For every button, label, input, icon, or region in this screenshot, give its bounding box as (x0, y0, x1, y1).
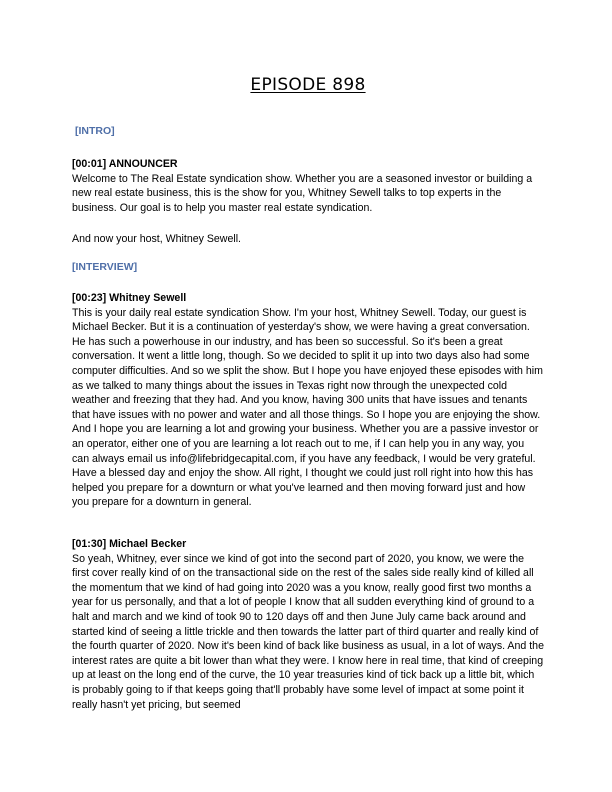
segment-text: And now your host, Whitney Sewell. (72, 233, 241, 245)
episode-title: EPISODE 898 (250, 75, 366, 95)
segment-text: Welcome to The Real Estate syndication show. Whether you are a seasoned investor or building a new real estate business, this is the show for you, Whitney Sewell talks to top experts in the business. Our goal is to help you master real estate syndication. (72, 172, 533, 214)
host-intro-line (72, 232, 544, 247)
speaker-label: [00:23] Whitney Sewell (72, 292, 187, 304)
segment-text: This is your daily real estate syndication Show. I'm your host, Whitney Sewell. Today, our guest is Michael Becker. But it is a continuation of yesterday's show, we were having a great conversation. He has such a powerhouse in our industry, and has been so successful. So it's been a great conversation. It went a little long, though. So we decided to split it up into two days also had some computer difficulties. And so we split the show. But I hope you have enjoyed these episodes with him as we talked to many things about the issues in Texas right now through the unexpected cold weather and freezing that they had. And you know, having 300 units that have issues and tenants that have issues with no power and water and all those things. So I hope you are enjoying the show. And I hope you are learning a lot and growing your business. Whether you are a passive investor or an operator, either one of you are learning a lot reach out to me, if I can help you in any way, you can always email us info@lifebridgecapital.com, if you have any feedback, I would be very grateful. Have a blessed day and enjoy the show. All right, I thought we could just roll right into how this has helped you prepare for a downturn or what you've learned and then moving forward just and how you prepare for a downturn in general. (72, 306, 543, 509)
michael-segment (72, 537, 544, 712)
speaker-label: [00:01] ANNOUNCER (72, 158, 178, 170)
announcer-segment (72, 157, 544, 215)
segment-text: So yeah, Whitney, ever since we kind of got into the second part of 2020, you know, we were the first cover really kind of on the transactional side on the rest of the sales side really kind of killed all the momentum that we kind of had going into 2020 was a you know, really good first two months a year for us personally, and that a lot of people I know that all sudden everything kind of ground to a halt and march and we kind of took 90 to 120 days off and then June July came back around and started kind of seeing a little trickle and then towards the latter part of third quarter and really kind of the fourth quarter of 2020. Now it's been kind of back like business as usual, in a lot of ways. And the interest rates are quite a bit lower than what they were. I know here in real time, that kind of creeping up at least on the long end of the curve, the 10 year treasuries kind of tick back up a little bit, which is probably going to if that keeps going that'll probably have some level of impact at some point it really hasn't yet pricing, but seemed (72, 552, 544, 711)
speaker-label: [01:30] Michael Becker (72, 538, 187, 550)
interview-section-tag: [INTERVIEW] (72, 261, 138, 273)
intro-section-tag: [INTRO] (75, 125, 115, 137)
whitney-segment (72, 291, 544, 510)
